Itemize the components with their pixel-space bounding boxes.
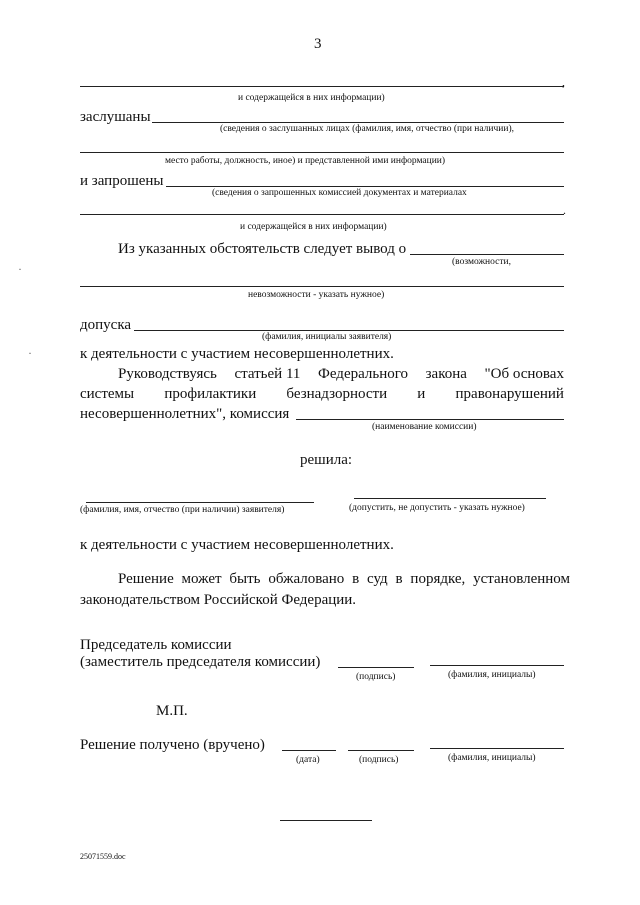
requested-label: и запрошены <box>80 173 164 189</box>
system-word: и <box>417 386 426 402</box>
name-caption-2: (фамилия, инициалы) <box>448 753 536 763</box>
name-blank-line <box>430 665 564 666</box>
activity-text: к деятельности с участием несовершеннолетних. <box>80 346 394 362</box>
signature-caption-2: (подпись) <box>359 755 399 765</box>
admission-blank-line <box>134 330 564 331</box>
fio-blank-line <box>86 502 314 503</box>
appeal-line-1: Решение может быть обжаловано в суд в порядке, установленном <box>118 571 570 587</box>
period-mark: . <box>563 203 566 217</box>
date-blank-line <box>282 750 336 751</box>
system-word: безнадзорности <box>286 386 388 402</box>
heard-caption: (сведения о заслушанных лицах (фамилия, имя, отчество (при наличии), <box>220 124 514 134</box>
info-caption: и содержащейся в них информации) <box>238 93 385 103</box>
activity-text-2: к деятельности с участием несовершеннолетних. <box>80 537 394 553</box>
page-number: 3 <box>314 36 322 52</box>
system-word: системы <box>80 386 135 402</box>
doc-id: 25071559.doc <box>80 852 126 861</box>
blank-line <box>80 214 564 215</box>
name-blank-line-2 <box>430 748 564 749</box>
system-word: правонарушений <box>455 386 564 402</box>
blank-line <box>80 286 564 287</box>
guided-word: закона <box>425 366 467 382</box>
guided-word: Федерального <box>318 366 409 382</box>
heard-label: заслушаны <box>80 109 151 125</box>
appeal-line-2: законодательством Российской Федерации. <box>80 592 357 608</box>
guided-word: "Об основах <box>484 366 564 382</box>
requested-blank-line <box>166 186 564 187</box>
system-line <box>80 386 564 403</box>
seal-label: М.П. <box>156 703 188 719</box>
admission-label: допуска <box>80 317 132 333</box>
signature-blank-line <box>338 667 414 668</box>
signature-caption: (подпись) <box>356 672 396 682</box>
comma-mark: , <box>562 75 565 89</box>
blank-line <box>80 152 564 153</box>
scan-mark: · <box>28 346 32 360</box>
admit-blank-line <box>354 498 546 499</box>
name-caption: (фамилия, инициалы) <box>448 670 536 680</box>
date-caption: (дата) <box>296 755 320 765</box>
received-label: Решение получено (вручено) <box>80 737 265 753</box>
admit-caption: (допустить, не допустить - указать нужное) <box>349 503 525 513</box>
commission-blank-line <box>296 419 564 420</box>
guided-line <box>118 366 564 383</box>
decided-heading: решила: <box>300 452 353 468</box>
scan-mark: · <box>18 262 22 276</box>
work-caption: место работы, должность, иное) и представленной ими информации) <box>165 156 446 166</box>
deputy-label: (заместитель председателя комиссии) <box>80 654 321 670</box>
guided-word: статьей 11 <box>234 366 301 382</box>
requested-caption: (сведения о запрошенных комиссией документах и материалах <box>212 188 467 198</box>
conclusion-text: Из указанных обстоятельств следует вывод о <box>118 241 407 257</box>
heard-blank-line <box>152 122 564 123</box>
info-caption: и содержащейся в них информации) <box>240 222 387 232</box>
guided-word: Руководствуясь <box>118 366 217 382</box>
impossibility-caption: невозможности - указать нужное) <box>248 290 385 300</box>
end-divider <box>280 820 372 821</box>
system-word: профилактики <box>164 386 257 402</box>
blank-line <box>80 86 564 87</box>
signature-blank-line-2 <box>348 750 414 751</box>
commission-caption: (наименование комиссии) <box>372 422 477 432</box>
chairman-label: Председатель комиссии <box>80 637 232 653</box>
possibility-caption: (возможности, <box>452 257 511 267</box>
applicant-caption: (фамилия, инициалы заявителя) <box>262 332 392 342</box>
conclusion-blank-line <box>410 254 564 255</box>
fio-caption: (фамилия, имя, отчество (при наличии) заявителя) <box>80 505 285 515</box>
commission-text: несовершеннолетних", комиссия <box>80 406 290 422</box>
